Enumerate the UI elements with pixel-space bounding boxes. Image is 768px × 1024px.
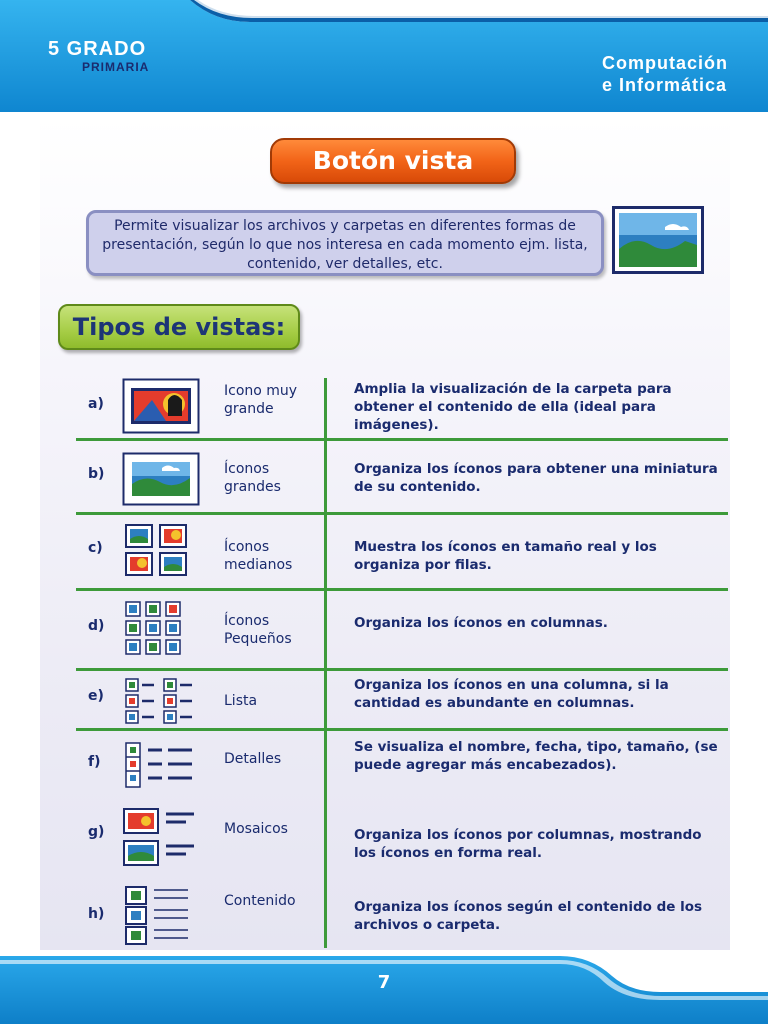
page-title: Botón vista <box>312 146 474 175</box>
view-letter: f) <box>88 754 101 770</box>
row-divider <box>76 728 728 731</box>
view-letter: h) <box>88 906 105 922</box>
view-row-c <box>76 522 728 584</box>
row-divider <box>76 668 728 671</box>
view-description: Se visualiza el nombre, fecha, tipo, tamaño, (se puede agregar más encabezados). <box>354 739 718 773</box>
row-divider <box>76 438 728 441</box>
row-divider <box>76 588 728 591</box>
view-letter: c) <box>88 540 103 556</box>
types-title: Tipos de vistas: <box>72 313 286 341</box>
view-name-line-1: Íconos <box>224 613 270 629</box>
details-icon <box>122 740 198 794</box>
content-icon <box>122 884 198 950</box>
subject-line-2: e Informática <box>602 75 728 95</box>
view-name-line-1: Contenido <box>224 893 296 909</box>
view-row-h <box>76 882 728 948</box>
medium-icons <box>122 522 192 582</box>
view-name <box>224 750 281 768</box>
grade-label: 5 GRADO <box>48 38 147 60</box>
small-icons <box>122 600 198 660</box>
view-row-b <box>76 452 728 512</box>
view-name-line-2: grandes <box>224 479 281 495</box>
view-name-line-1: Lista <box>224 693 258 709</box>
view-name-line-1: Íconos <box>224 539 270 555</box>
description-box: Permite visualizar los archivos y carpetas en diferentes formas de presentación, según lo que nos interesa en cada momento ejm. lista, contenido, ver detalles, etc. <box>86 210 604 276</box>
subject-line-1: Computación <box>602 53 728 73</box>
view-description: Organiza los íconos en una columna, si la cantidad es abundante en columnas. <box>354 677 669 711</box>
extra-large-icon <box>122 378 200 438</box>
view-name <box>224 692 257 710</box>
view-description: Muestra los íconos en tamaño real y los organiza por filas. <box>354 539 657 573</box>
page-number: 7 <box>377 972 391 993</box>
tiles-icon <box>122 806 200 872</box>
title-banner <box>270 138 516 184</box>
view-row-a <box>76 378 728 438</box>
view-name-line-2: medianos <box>224 557 293 573</box>
view-description: Organiza los íconos en columnas. <box>354 615 608 631</box>
view-name-line-1: Mosaicos <box>224 821 288 837</box>
view-name <box>224 382 297 418</box>
view-letter: a) <box>88 396 104 412</box>
view-name-line-1: Íconos <box>224 461 270 477</box>
types-heading <box>58 304 300 350</box>
view-name <box>224 538 292 574</box>
view-name <box>224 892 296 910</box>
view-description: Organiza los íconos por columnas, mostrando los íconos en forma real. <box>354 827 702 861</box>
landscape-picture-icon <box>612 206 704 274</box>
view-name-line-2: grande <box>224 401 274 417</box>
view-description: Organiza los íconos según el contenido de los archivos o carpeta. <box>354 899 703 933</box>
view-name-line-1: Icono muy <box>224 383 298 399</box>
view-letter: d) <box>88 618 105 634</box>
level-label: PRIMARIA <box>82 60 150 74</box>
view-name-line-2: Pequeños <box>224 631 292 647</box>
page-header <box>0 0 768 118</box>
view-description: Organiza los íconos para obtener una miniatura de su contenido. <box>354 461 718 495</box>
view-name <box>224 820 288 838</box>
row-divider <box>76 512 728 515</box>
view-row-f <box>76 736 728 796</box>
list-icon <box>122 676 198 730</box>
view-letter: e) <box>88 688 104 704</box>
view-name <box>224 460 281 496</box>
view-row-e <box>76 676 728 728</box>
subject-title <box>602 52 728 96</box>
view-description: Amplia la visualización de la carpeta para obtener el contenido de ella (ideal para imágenes). <box>354 381 672 433</box>
view-name <box>224 612 292 648</box>
view-name-line-1: Detalles <box>224 751 282 767</box>
large-icon <box>122 452 200 510</box>
view-row-d <box>76 600 728 660</box>
view-letter: b) <box>88 466 105 482</box>
view-row-g <box>76 804 728 870</box>
view-letter: g) <box>88 824 105 840</box>
